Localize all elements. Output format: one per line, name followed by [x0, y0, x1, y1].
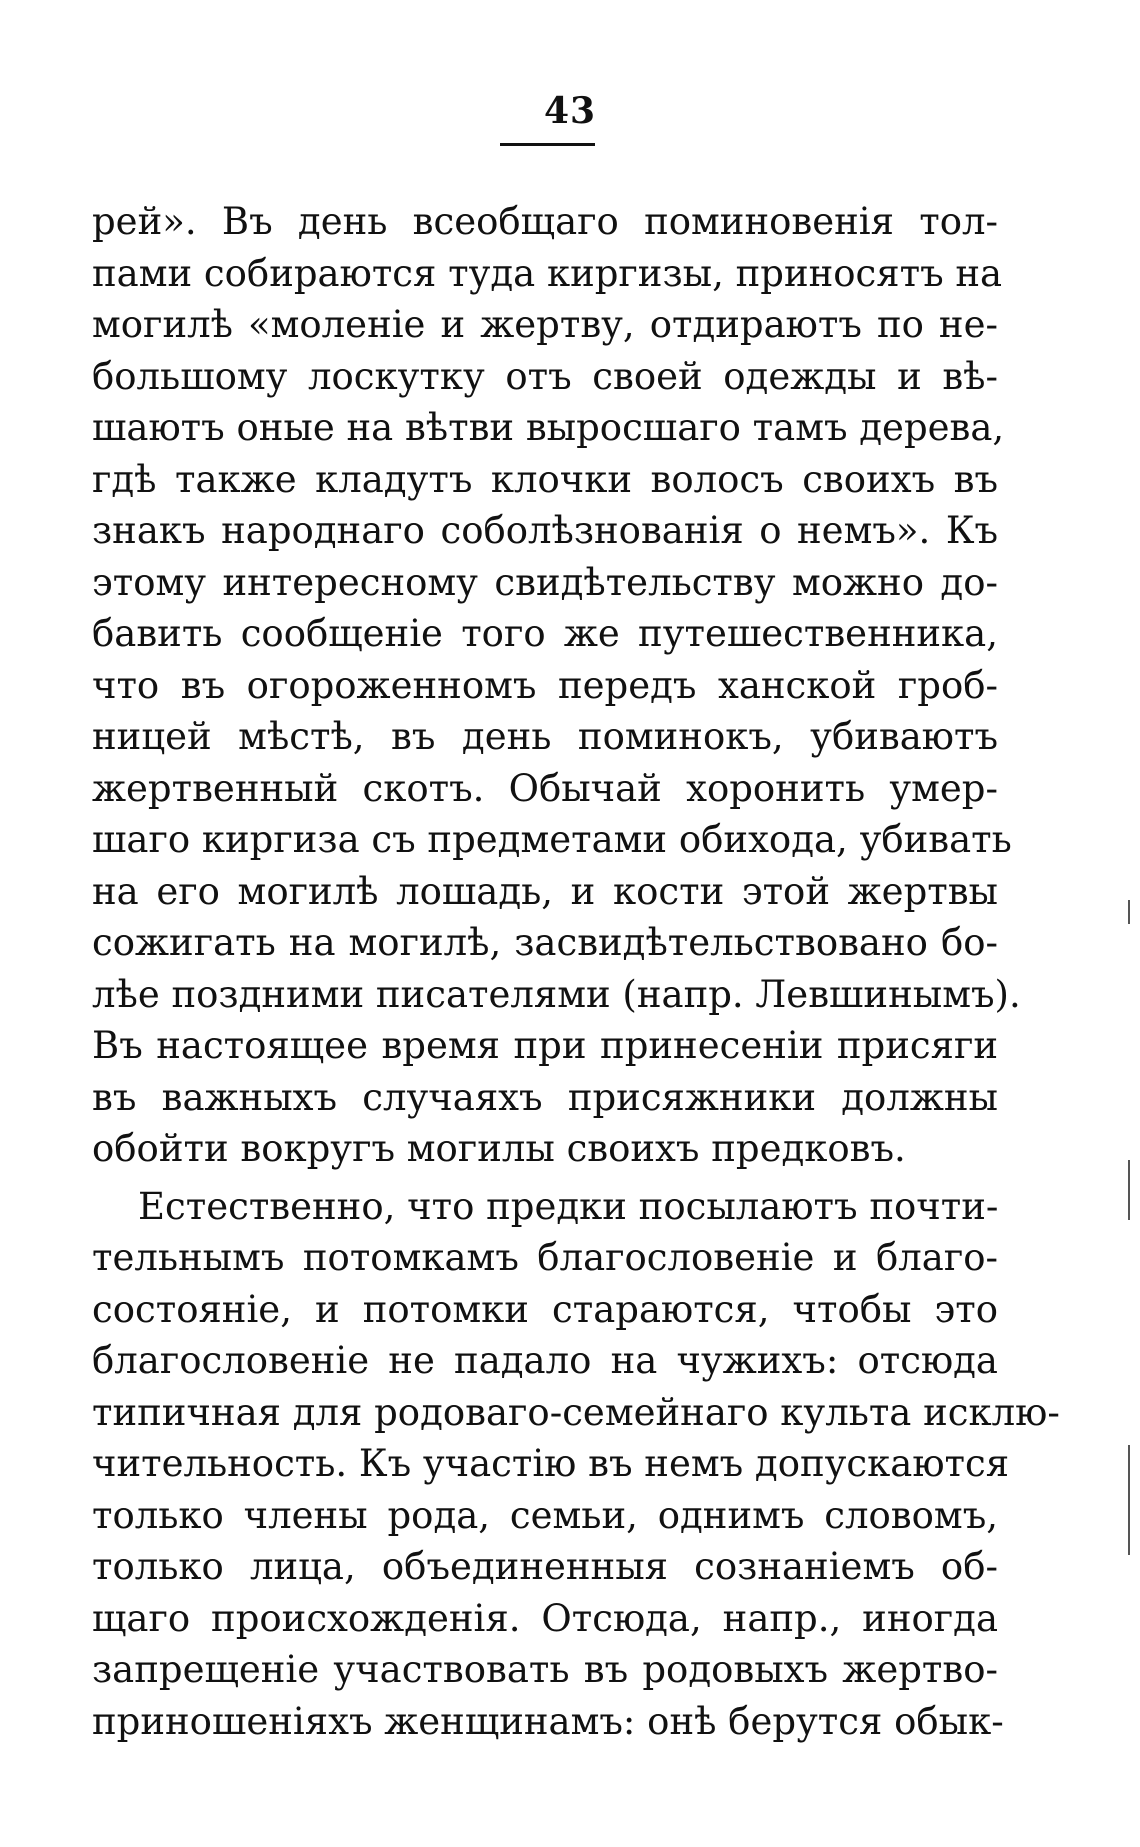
body-text [92, 196, 1060, 1747]
text-line: на его могилѣ лошадь, и кости этой жертвы [92, 869, 998, 913]
text-line: только члены рода, семьи, однимъ словомъ, [92, 1493, 998, 1537]
text-line: пами собираются туда киргизы, приносятъ на [92, 251, 1003, 295]
paragraph-1 [92, 196, 1021, 1175]
text-line: щаго происхожденія. Отсюда, напр., иногда [92, 1596, 998, 1640]
text-line: жертвенный скотъ. Обычай хоронить умер- [92, 766, 998, 810]
text-line: могилѣ «моленіе и жертву, отдираютъ по не- [92, 303, 998, 346]
text-line: ницей мѣстѣ, въ день поминокъ, убиваютъ [92, 715, 998, 758]
text-line: приношеніяхъ женщинамъ: онѣ берутся обык- [92, 1699, 1004, 1743]
text-line: типичная для родоваго-семейнаго культа исклю- [92, 1390, 1060, 1434]
text-line: запрещеніе участвовать въ родовыхъ жертво- [92, 1648, 998, 1691]
text-line: обойти вокругъ могилы своихъ предковъ. [92, 1127, 906, 1170]
text-line: лѣе поздними писателями (напр. Левшинымъ). [92, 972, 1021, 1016]
text-line: тельнымъ потомкамъ благословеніе и благо- [92, 1236, 998, 1279]
text-line: сожигать на могилѣ, засвидѣтельствовано бо- [92, 921, 998, 964]
text-line: что въ огороженномъ передъ ханской гроб- [92, 663, 998, 707]
text-line: рей». Въ день всеобщаго поминовенія тол- [92, 200, 998, 243]
text-line: бавить сообщеніе того же путешественника, [92, 612, 998, 655]
scan-edge-mark [1128, 1445, 1130, 1555]
text-line: состояніе, и потомки стараются, чтобы это [92, 1287, 998, 1331]
page-number-rule [500, 143, 595, 146]
scan-edge-mark [1128, 900, 1130, 924]
text-line: знакъ народнаго соболѣзнованія о немъ». Къ [92, 509, 998, 552]
page-number: 43 [543, 90, 597, 132]
text-line: шаго киргиза съ предметами обихода, убивать [92, 818, 1012, 861]
text-line: гдѣ также кладутъ клочки волосъ своихъ въ [92, 457, 998, 501]
paragraph-2 [92, 1181, 1060, 1748]
text-line: благословеніе не падало на чужихъ: отсюда [92, 1339, 998, 1382]
text-line: Естественно, что предки посылаютъ почти- [138, 1184, 999, 1228]
text-line: этому интересному свидѣтельству можно до- [92, 560, 998, 604]
text-line: большому лоскутку отъ своей одежды и вѣ- [92, 354, 998, 398]
scan-edge-mark [1128, 1160, 1130, 1220]
text-line: въ важныхъ случаяхъ присяжники должны [92, 1075, 998, 1119]
text-line: шаютъ оные на вѣтви выросшаго тамъ дерева, [92, 406, 1005, 449]
text-line: чительность. Къ участію въ немъ допускаются [92, 1442, 1010, 1485]
text-line: Въ настоящее время при принесеніи присяги [92, 1024, 998, 1067]
text-line: только лица, объединенныя сознаніемъ об- [92, 1545, 998, 1588]
